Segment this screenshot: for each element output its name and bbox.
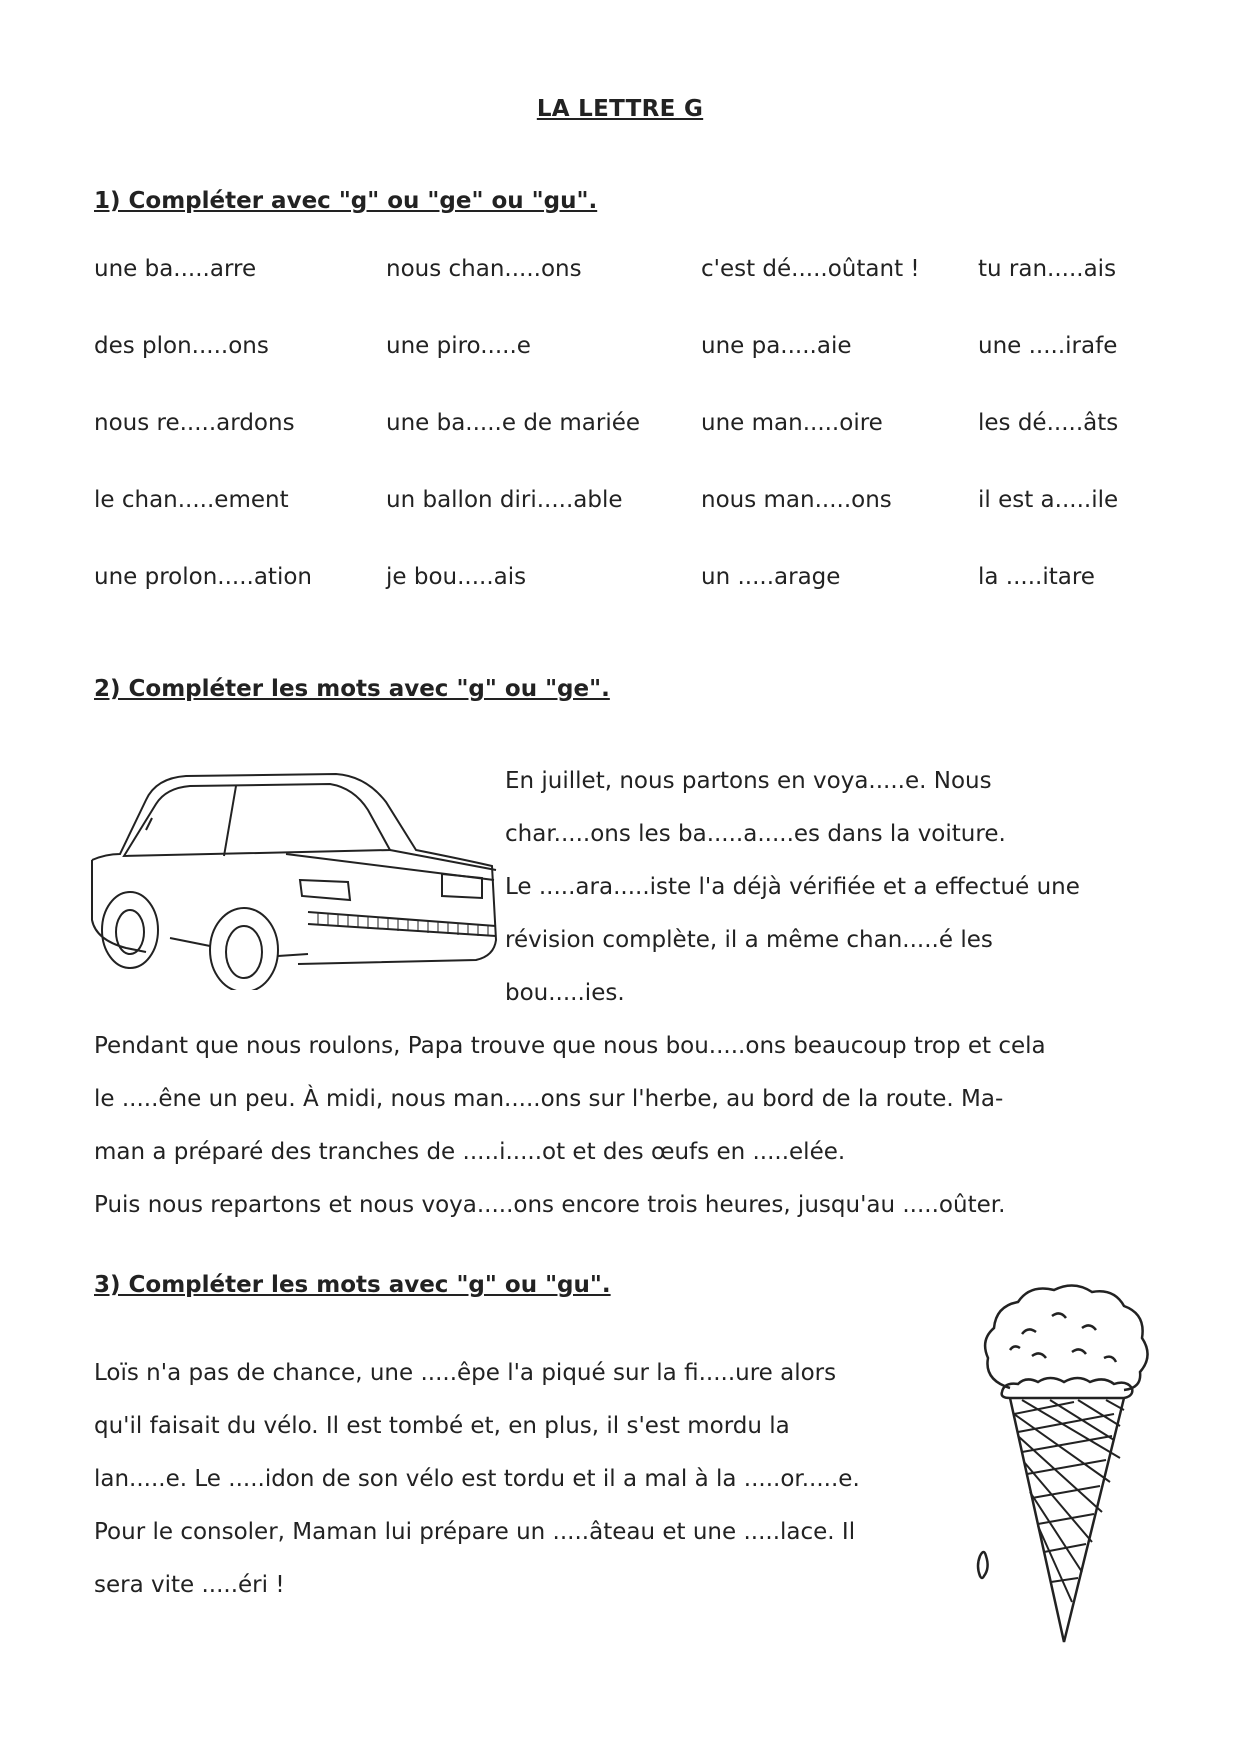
paragraph-line: sera vite .....éri ! — [94, 1572, 285, 1598]
paragraph-line: qu'il faisait du vélo. Il est tombé et, en plus, il s'est mordu la — [94, 1413, 790, 1439]
paragraph-line: Puis nous repartons et nous voya.....ons encore trois heures, jusqu'au .....oûter. — [94, 1192, 1006, 1218]
section3-heading: 3) Compléter les mots avec "g" ou "gu". — [94, 1272, 611, 1298]
grid-row — [94, 333, 1164, 410]
paragraph-line: révision complète, il a même chan.....é les — [505, 927, 993, 953]
paragraph-line: lan.....e. Le .....idon de son vélo est tordu et il a mal à la .....or.....e. — [94, 1466, 860, 1492]
grid-cell: une man.....oire — [701, 410, 883, 436]
grid-cell: nous man.....ons — [701, 487, 892, 513]
grid-cell: je bou.....ais — [386, 564, 527, 590]
grid-cell: il est a.....ile — [978, 487, 1119, 513]
grid-row — [94, 256, 1164, 333]
paragraph-line: char.....ons les ba.....a.....es dans la voiture. — [505, 821, 1006, 847]
grid-cell: les dé.....âts — [978, 410, 1119, 436]
paragraph-line: bou.....ies. — [505, 980, 625, 1006]
grid-row — [94, 487, 1164, 564]
grid-cell: une ba.....arre — [94, 256, 257, 282]
grid-row — [94, 564, 1164, 641]
page-title: LA LETTRE G — [536, 96, 704, 122]
car-drawing-icon — [86, 770, 502, 990]
grid-cell: une piro.....e — [386, 333, 531, 359]
grid-cell: une .....irafe — [978, 333, 1118, 359]
paragraph-line: En juillet, nous partons en voya.....e. Nous — [505, 768, 992, 794]
paragraph-line: le .....êne un peu. À midi, nous man.....ons sur l'herbe, au bord de la route. Ma- — [94, 1086, 1004, 1112]
grid-cell: nous re.....ardons — [94, 410, 295, 436]
section2-heading: 2) Compléter les mots avec "g" ou "ge". — [94, 676, 610, 702]
paragraph-line: Pendant que nous roulons, Papa trouve que nous bou.....ons beaucoup trop et cela — [94, 1033, 1046, 1059]
grid-row — [94, 410, 1164, 487]
ice-cream-cone-drawing-icon — [974, 1280, 1159, 1646]
grid-cell: c'est dé.....oûtant ! — [701, 256, 920, 282]
grid-cell: nous chan.....ons — [386, 256, 582, 282]
grid-cell: le chan.....ement — [94, 487, 289, 513]
paragraph-line: Loïs n'a pas de chance, une .....êpe l'a piqué sur la fi.....ure alors — [94, 1360, 837, 1386]
grid-cell: une prolon.....ation — [94, 564, 312, 590]
grid-cell: un .....arage — [701, 564, 841, 590]
grid-cell: la .....itare — [978, 564, 1095, 590]
grid-cell: des plon.....ons — [94, 333, 269, 359]
grid-cell: tu ran.....ais — [978, 256, 1117, 282]
paragraph-line: Pour le consoler, Maman lui prépare un .....âteau et une .....lace. Il — [94, 1519, 856, 1545]
paragraph-line: Le .....ara.....iste l'a déjà vérifiée et a effectué une — [505, 874, 1080, 900]
word-grid — [94, 256, 1164, 641]
grid-cell: un ballon diri.....able — [386, 487, 623, 513]
grid-cell: une ba.....e de mariée — [386, 410, 641, 436]
grid-cell: une pa.....aie — [701, 333, 852, 359]
section1-heading: 1) Compléter avec "g" ou "ge" ou "gu". — [94, 188, 598, 214]
paragraph-line: man a préparé des tranches de .....i.....ot et des œufs en .....elée. — [94, 1139, 846, 1165]
